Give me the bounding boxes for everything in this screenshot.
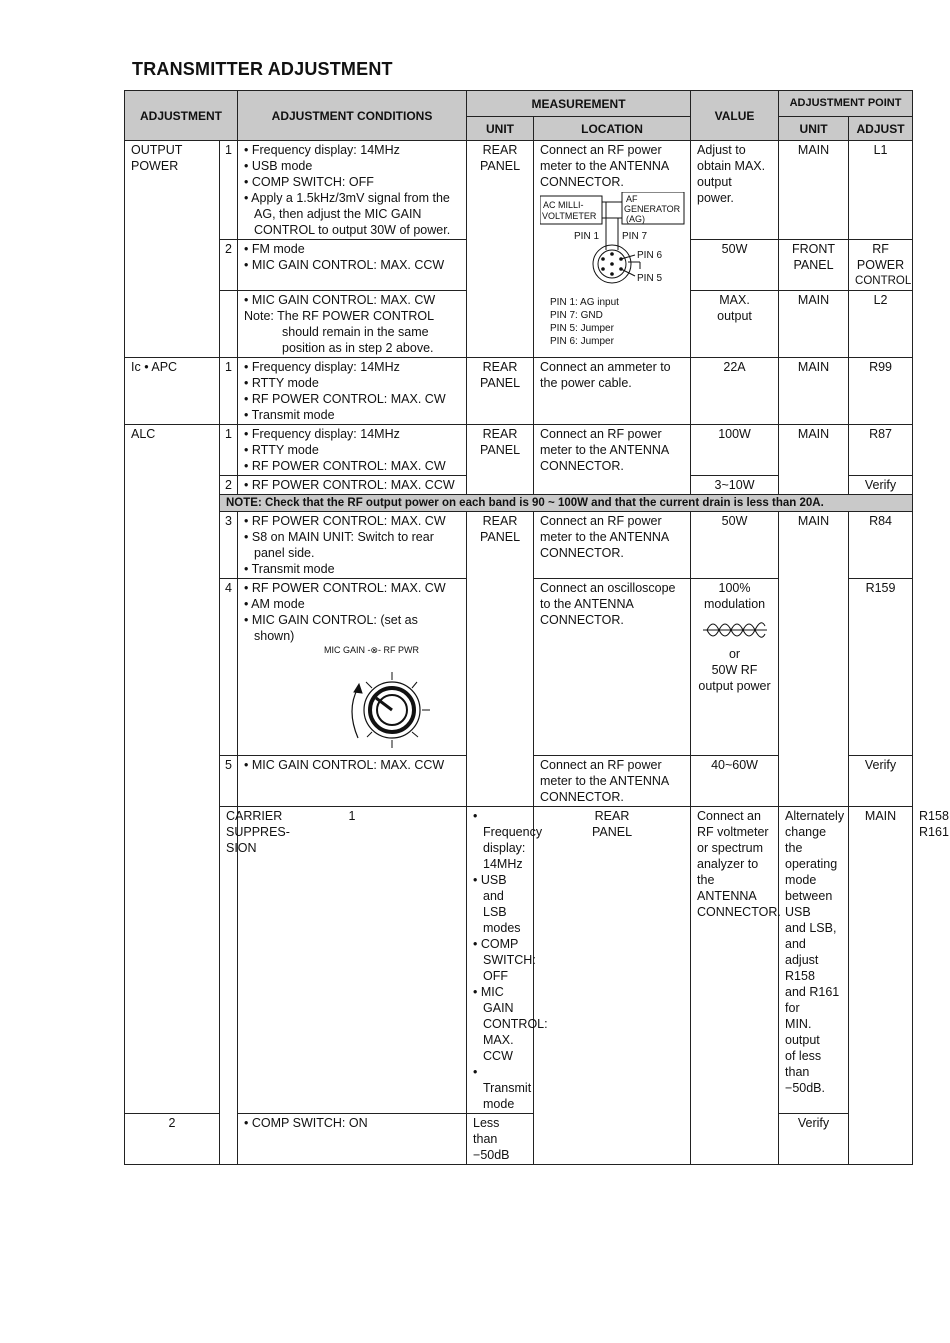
ap-adjust-cell: R87 <box>849 425 913 476</box>
am-modulation-waveform-icon <box>703 616 767 644</box>
adjustment-carrier-suppression: CARRIER SUPPRES- SION <box>220 807 238 1165</box>
step-number: 2 <box>125 1114 220 1165</box>
ap-unit-cell: MAIN <box>779 512 849 807</box>
location-cell: Connect an ammeter to the power cable. <box>534 358 691 425</box>
pin-note: PIN 5: Jumper <box>550 323 614 334</box>
header-measurement: MEASUREMENT <box>467 91 691 117</box>
step-number: 1 <box>220 358 238 425</box>
header-unit: UNIT <box>467 117 534 141</box>
conditions-cell: • Frequency display: 14MHz • RTTY mode • RF POWER CONTROL: MAX. CW • Transmit mode <box>238 358 467 425</box>
value-cell: 3~10W <box>691 476 779 495</box>
step-number: 5 <box>220 756 238 807</box>
ap-adjust-cell: RF POWER CONTROL <box>849 240 913 291</box>
conditions-cell: • RF POWER CONTROL: MAX. CW • S8 on MAIN UNIT: Switch to rear panel side. • Transmit mode <box>238 512 467 579</box>
location-cell: Connect an oscilloscope to the ANTENNA CONNECTOR. <box>534 579 691 756</box>
value-cell: Less than −50dB <box>467 1114 534 1165</box>
ap-unit-cell: MAIN <box>779 425 849 495</box>
location-cell: Connect an RF power meter to the ANTENNA CONNECTOR. AC MILLI- VOLTMETER AF GENERATOR (AG) PIN 1 PIN 7 PIN 6 PIN 5 PIN 1: AG input PIN 7: GND PIN 5: Jumper PIN 6: Jumper <box>534 141 691 358</box>
step-number <box>220 291 238 358</box>
value-cell: 50W <box>691 240 779 291</box>
value-cell: Adjust to obtain MAX. output power. <box>691 141 779 240</box>
pin-note: PIN 6: Jumper <box>550 336 614 347</box>
ap-adjust-cell: R159 <box>849 579 913 756</box>
step-number: 1 <box>220 425 238 476</box>
ap-unit-cell: MAIN <box>779 291 849 358</box>
adjustment-output-power: OUTPUT POWER <box>125 141 220 358</box>
step-number: 2 <box>220 240 238 291</box>
conditions-cell: • RF POWER CONTROL: MAX. CCW <box>238 476 467 495</box>
pin-note: PIN 7: GND <box>550 310 603 321</box>
conditions-cell: • MIC GAIN CONTROL: MAX. CW Note: The RF POWER CONTROL should remain in the same position as in step 2 above. <box>238 291 467 358</box>
conditions-cell: • Frequency display: 14MHz • RTTY mode • RF POWER CONTROL: MAX. CW <box>238 425 467 476</box>
ap-adjust-cell: L2 <box>849 291 913 358</box>
step-number: 4 <box>220 579 238 756</box>
mic-connector-diagram <box>540 192 686 292</box>
ap-adjust-cell: R84 <box>849 512 913 579</box>
header-adjustment-point: ADJUSTMENT POINT <box>779 91 913 117</box>
conditions-cell: • RF POWER CONTROL: MAX. CW • AM mode • MIC GAIN CONTROL: (set as shown) MIC GAIN -⊗- RF PWR <box>238 579 467 756</box>
unit-cell: REAR PANEL <box>467 141 534 358</box>
ap-adjust-cell: R99 <box>849 358 913 425</box>
svg-text:AC MILLI-: AC MILLI- <box>543 200 584 210</box>
svg-text:PIN 5: PIN 5 <box>637 273 663 284</box>
conditions-cell: • MIC GAIN CONTROL: MAX. CCW <box>238 756 467 807</box>
header-location: LOCATION <box>534 117 691 141</box>
mic-gain-knob-diagram <box>332 658 442 754</box>
ap-unit-cell: MAIN <box>779 358 849 425</box>
location-cell: Connect an RF power meter to the ANTENNA CONNECTOR. <box>534 756 691 807</box>
svg-text:(AG): (AG) <box>626 214 646 224</box>
location-cell: Connect an RF power meter to the ANTENNA CONNECTOR. <box>534 512 691 579</box>
conditions-cell: • Frequency display: 14MHz • USB mode • COMP SWITCH: OFF • Apply a 1.5kHz/3mV signal from the AG, then adjust the MIC GAIN CONTROL to output 30W of power. <box>238 141 467 240</box>
location-cell: Connect an RF power meter to the ANTENNA CONNECTOR. <box>534 425 691 495</box>
ap-unit-cell: MAIN <box>849 807 913 1165</box>
unit-cell: REAR PANEL <box>467 358 534 425</box>
alc-note-banner: NOTE: Check that the RF output power on each band is 90 ~ 100W and that the current drain is less than 20A. <box>220 495 913 512</box>
conditions-cell: • FM mode • MIC GAIN CONTROL: MAX. CCW <box>238 240 467 291</box>
knob-label: MIC GAIN -⊗- RF PWR <box>324 645 420 655</box>
value-cell: 50W <box>691 512 779 579</box>
ap-adjust-cell: Verify <box>779 1114 849 1165</box>
conditions-cell: • Frequency display: 14MHz • USB and LSB modes • COMP SWITCH: OFF • MIC GAIN CONTROL: MAX. CCW • Transmit mode <box>467 807 534 1114</box>
value-cell: 100% modulation or 50W RF output power <box>691 579 779 756</box>
value-cell: Alternately change the operating mode between USB and LSB, and adjust R158 and R161 for MIN. output of less than −50dB. <box>779 807 849 1114</box>
ap-adjust-cell: Verify <box>849 756 913 807</box>
value-cell: MAX. output <box>691 291 779 358</box>
page-title: TRANSMITTER ADJUSTMENT <box>132 59 393 79</box>
adjustment-table: ADJUSTMENT ADJUSTMENT CONDITIONS MEASUREMENT VALUE ADJUSTMENT POINT UNIT LOCATION UNIT ADJUST OUTPUT POWER 1 • Frequency display: 14MHz • USB mode • COMP SWITCH: OFF • Apply a 1.5kHz/3mV signal from the AG, then adjust the MIC GAIN CONTROL to output 30W of power. REAR PANEL Connect an RF power meter to the ANTENNA CONNECTOR. AC MILLI- VOLTMETER AF GENERATOR (AG) PIN 1 PIN 7 PIN 6 PIN 5 PIN 1: AG input PIN 7: GND PIN 5: Jumper PIN 6: Jumper Adjust to obtain MAX. output power. MAIN L1 2 • FM mode • MIC GAIN CONTROL: MAX. CCW 50W FRONT PANEL RF POWER CONTROL • MIC GAIN CONTROL: MAX. CW Note: The RF POWER CONTROL should remain in the same position as in step 2 above. MAX. output MAIN L2 Ic • APC 1 • Frequency display: 14MHz • RTTY mode • RF POWER CONTROL: MAX. CW • Transmit mode REAR PANEL Connect an ammeter to the power cable. 22A MAIN R99 ALC 1 • Frequency display: 14MHz • RTTY mode • RF POWER CONTROL: MAX. CW REAR PANEL Connect an RF power meter to the ANTENNA CONNECTOR. 100W MAIN R87 2 • RF POWER CONTROL: MAX. CCW 3~10W Verify NOTE: Check that the RF output power on each band is 90 ~ 100W and that the current drain is less than 20A. 3 • RF POWER CONTROL: MAX. CW • S8 on MAIN UNIT: Switch to rear panel side. • Transmit mode REAR PANEL Connect an RF power meter to the ANTENNA CONNECTOR. 50W MAIN R84 4 • RF POWER CONTROL: MAX. CW • AM mode • MIC GAIN CONTROL: (set as shown) MIC GAIN -⊗- RF PWR Connect an oscilloscope to the ANTENNA CONNECTOR. 100% modulation or 50W RF output power R159 5 • MIC GAIN CONTROL: MAX. CCW Connect an RF power meter to the ANTENNA CONNECTOR. 40~60W Verify CARRIER SUPPRES- SION 1 • Frequency display: 14MHz • USB and LSB modes • COMP SWITCH: OFF • MIC GAIN CONTROL: MAX. CCW • Transmit mode REAR PANEL Connect an RF voltmeter or spectrum analyzer to the ANTENNA CONNECTOR. Alternately change the operating mode between USB and LSB, and adjust R158 and R161 for MIN. output of less than −50dB. MAIN R158 R161 2 • COMP SWITCH: ON Less than −50dB Verify <box>124 90 913 1165</box>
svg-text:PIN 6: PIN 6 <box>637 250 663 261</box>
step-number: 1 <box>220 141 238 240</box>
ap-unit-cell: MAIN <box>779 141 849 240</box>
value-cell: 22A <box>691 358 779 425</box>
pin-note: PIN 1: AG input <box>550 297 619 308</box>
value-cell: 40~60W <box>691 756 779 807</box>
header-conditions: ADJUSTMENT CONDITIONS <box>238 91 467 141</box>
header-ap-unit: UNIT <box>779 117 849 141</box>
header-ap-adjust: ADJUST <box>849 117 913 141</box>
location-cell: Connect an RF voltmeter or spectrum analyzer to the ANTENNA CONNECTOR. <box>691 807 779 1165</box>
svg-text:GENERATOR: GENERATOR <box>624 204 681 214</box>
adjustment-alc: ALC <box>125 425 220 1114</box>
step-number: 2 <box>220 476 238 495</box>
step-number: 3 <box>220 512 238 579</box>
svg-text:AF: AF <box>626 194 638 204</box>
unit-cell: REAR PANEL <box>467 512 534 807</box>
svg-text:PIN 7: PIN 7 <box>622 231 648 242</box>
ap-adjust-cell: Verify <box>849 476 913 495</box>
header-adjustment: ADJUSTMENT <box>125 91 238 141</box>
ap-adjust-cell: L1 <box>849 141 913 240</box>
conditions-cell: • COMP SWITCH: ON <box>238 1114 467 1165</box>
svg-text:PIN 1: PIN 1 <box>574 231 600 242</box>
ap-unit-cell: FRONT PANEL <box>779 240 849 291</box>
value-cell: 100W <box>691 425 779 476</box>
step-number: 1 <box>238 807 467 1114</box>
adjustment-ic-apc: Ic • APC <box>125 358 220 425</box>
svg-text:VOLTMETER: VOLTMETER <box>542 211 597 221</box>
unit-cell: REAR PANEL <box>534 807 691 1165</box>
header-value: VALUE <box>691 91 779 141</box>
unit-cell: REAR PANEL <box>467 425 534 495</box>
